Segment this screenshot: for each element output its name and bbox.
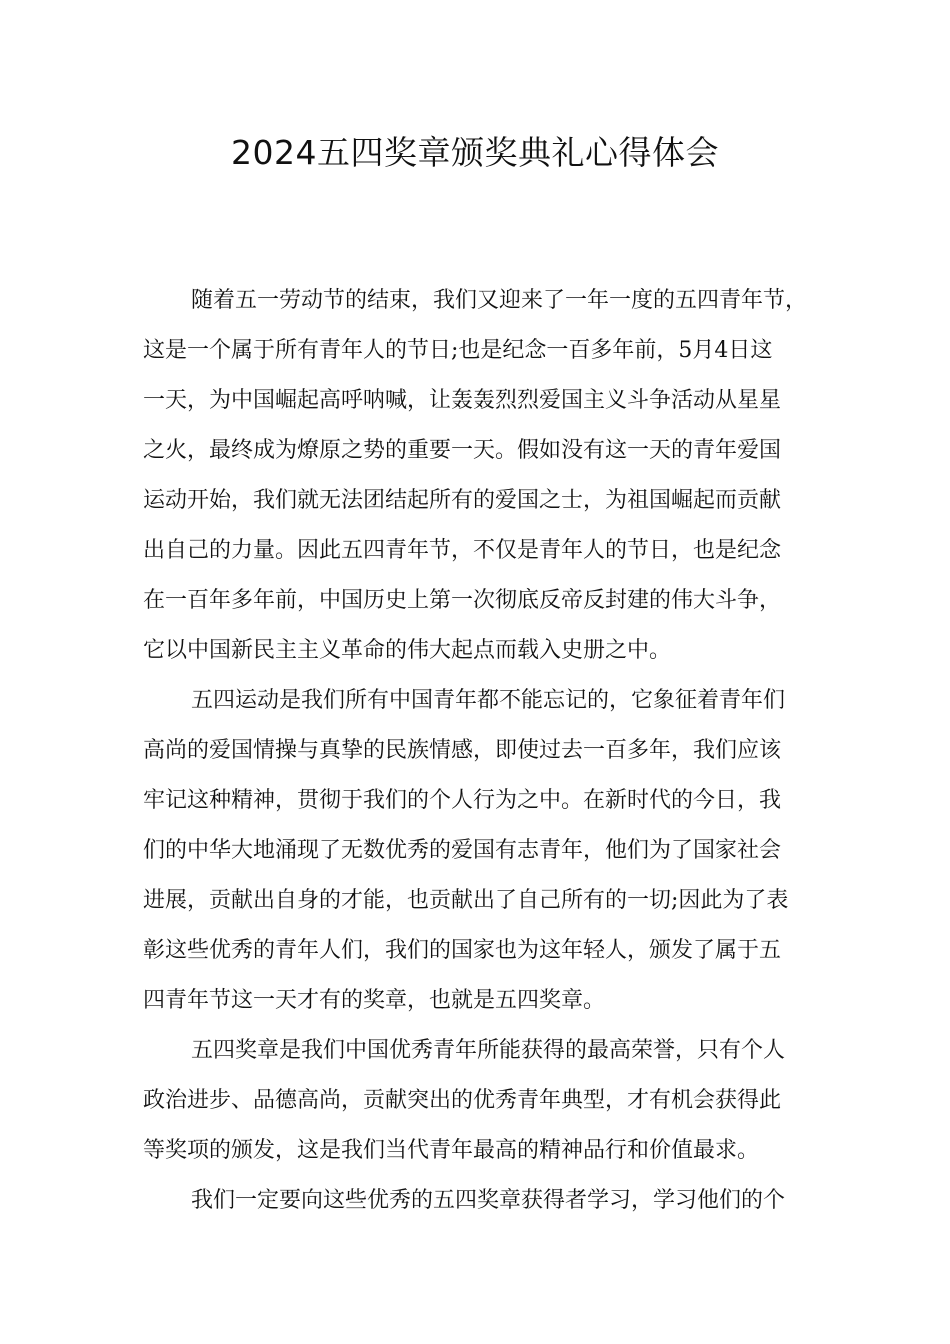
text-line: 它以中国新民主主义革命的伟大起点而载入史册之中。 [143,638,672,663]
text-line: 之火，最终成为燎原之势的重要一天。假如没有这一天的青年爱国 [143,438,782,463]
text-line: 随着五一劳动节的结束，我们又迎来了一年一度的五四青年节， [191,288,808,313]
text-line: 一天，为中国崛起高呼呐喊，让轰轰烈烈爱国主义斗争活动从星星 [143,388,782,413]
text-line: 出自己的力量。因此五四青年节，不仅是青年人的节日，也是纪念 [143,538,782,563]
text-line: 四青年节这一天才有的奖章，也就是五四奖章。 [143,988,606,1013]
paragraph-2 [143,676,808,1026]
text-line: 运动开始，我们就无法团结起所有的爱国之士，为祖国崛起而贡献 [143,488,782,513]
document-body [143,276,808,1226]
text-line: 高尚的爱国情操与真挚的民族情感，即使过去一百多年，我们应该 [143,738,782,763]
text-line: 等奖项的颁发，这是我们当代青年最高的精神品行和价值最求。 [143,1138,760,1163]
text-line: 进展，贡献出自身的才能，也贡献出了自己所有的一切;因此为了表 [143,888,789,913]
paragraph-4 [143,1176,808,1226]
text-line: 在一百年多年前，中国历史上第一次彻底反帝反封建的伟大斗争， [143,588,782,613]
text-line: 五四运动是我们所有中国青年都不能忘记的，它象征着青年们 [191,688,786,713]
text-line: 牢记这种精神，贯彻于我们的个人行为之中。在新时代的今日，我 [143,788,782,813]
text-line: 这是一个属于所有青年人的节日;也是纪念一百多年前，5月4日这 [143,338,773,363]
text-line: 彰这些优秀的青年人们，我们的国家也为这年轻人，颁发了属于五 [143,938,782,963]
text-line: 们的中华大地涌现了无数优秀的爱国有志青年，他们为了国家社会 [143,838,782,863]
text-line: 政治进步、品德高尚，贡献突出的优秀青年典型，才有机会获得此 [143,1088,782,1113]
paragraph-3 [143,1026,808,1176]
text-line: 我们一定要向这些优秀的五四奖章获得者学习，学习他们的个 [191,1188,786,1213]
paragraph-1 [143,276,808,676]
document-title: 2024五四奖章颁奖典礼心得体会 [231,133,719,172]
text-line: 五四奖章是我们中国优秀青年所能获得的最高荣誉，只有个人 [191,1038,786,1063]
